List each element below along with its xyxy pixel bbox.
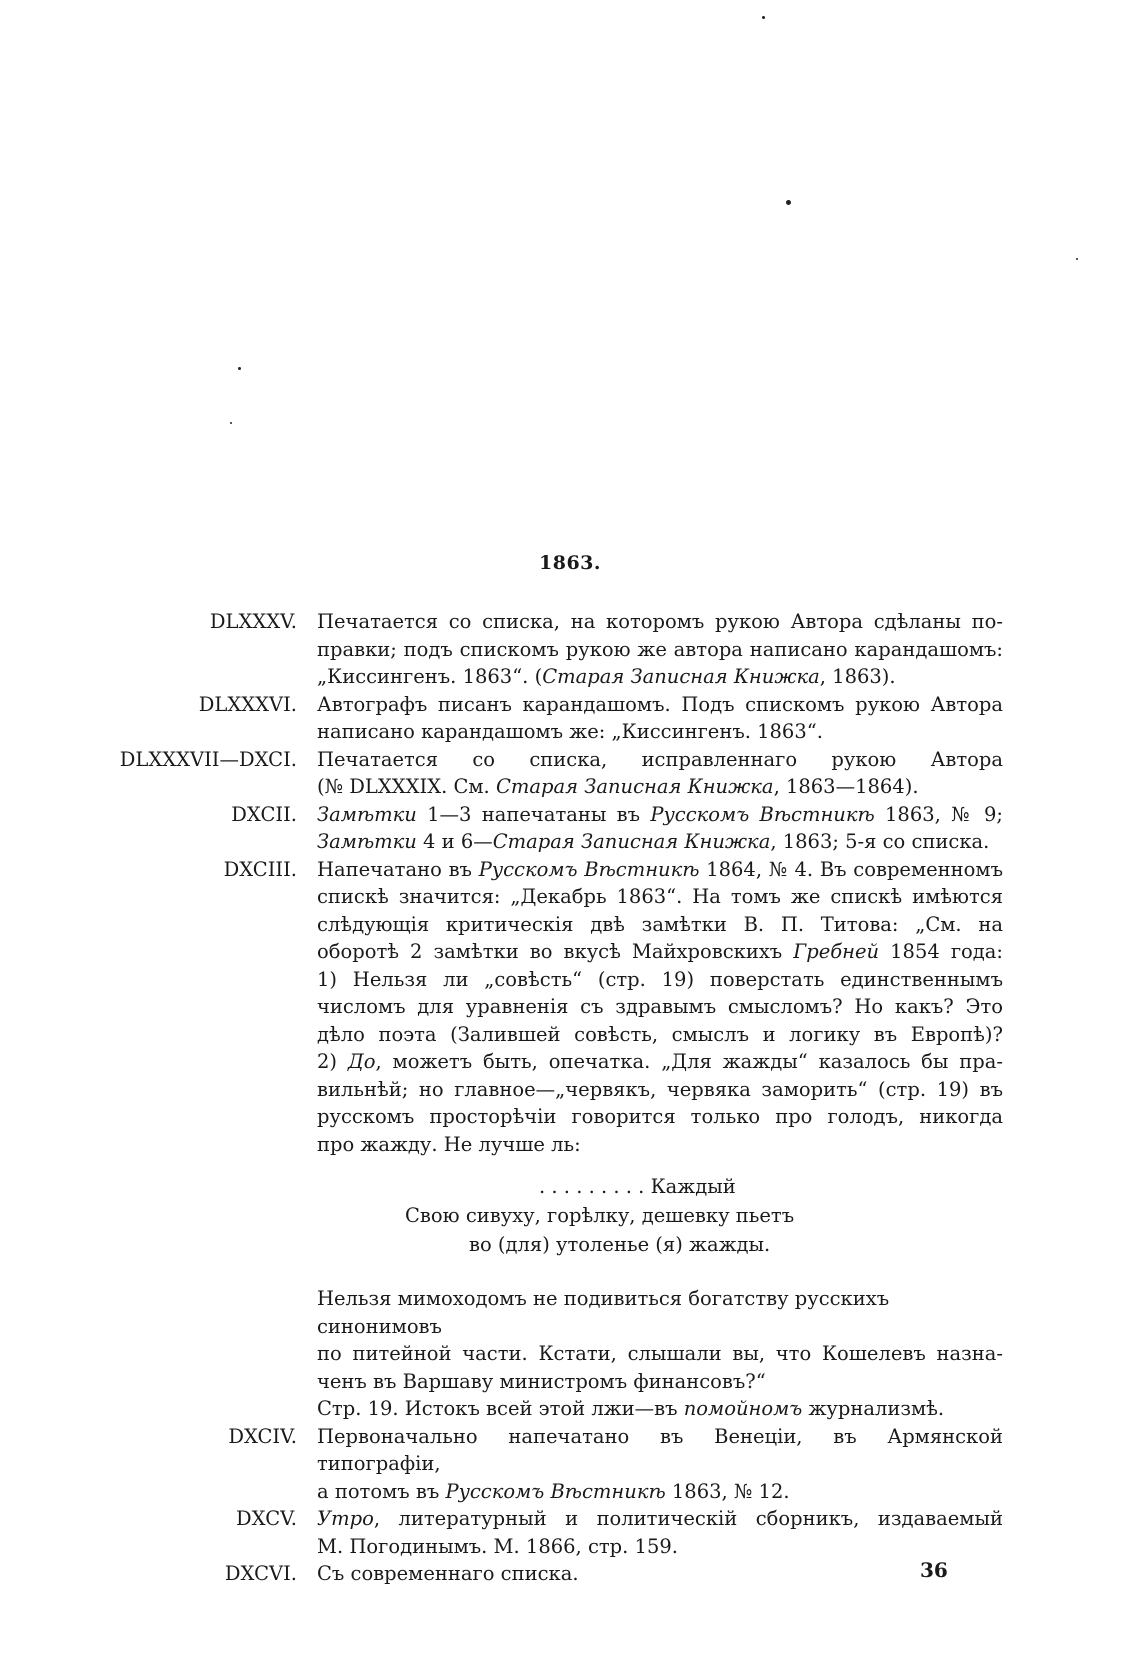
entry-dxciii-continuation: Нельзя мимоходомъ не подивиться богатству русскихъ синонимовъ по питейной части. Кстати, слышали вы, что Кошелевъ назна- ченъ въ Варшаву министромъ финансовъ?“ Стр. 19. Истокъ всей этой лжи—въ помойномъ журнализмѣ. (317, 1287, 1003, 1420)
print-speck (786, 200, 791, 205)
commentary-list (0, 608, 1140, 1588)
entry-number: DXCIII. (223, 857, 297, 881)
entry-text: Первоначально напечатано въ Венеціи, въ Армянской типографіи, а потомъ въ Русскомъ Вѣстникѣ 1863, № 12. (317, 1424, 1003, 1503)
print-speck (762, 16, 765, 19)
entry-number: DXCVI. (224, 1562, 297, 1585)
year-heading: 1863. (539, 552, 601, 574)
entry-number: DXCIV. (228, 1424, 297, 1448)
print-speck (238, 367, 241, 370)
print-speck (230, 422, 232, 424)
entry-number: DLXXXVI. (198, 692, 297, 716)
entry-dlxxxv (0, 608, 1140, 691)
entry-dxciii (0, 856, 1140, 1159)
entry-text: Напечатано въ Русскомъ Вѣстникѣ 1864, № 4. Въ современномъ спискѣ значится: „Декабрь 1863“. На томъ же спискѣ имѣются слѣдующія критическія двѣ замѣтки В. П. Титова: „См. на оборотѣ 2 замѣтки во вкусѣ Майхровскихъ Гребней 1854 года: 1) Нельзя ли „совѣсть“ (стр. 19) поверстать единственнымъ числомъ для уравненія съ здравымъ смысломъ? Но какъ? Это дѣло поэта (Залившей совѣсть, смыслъ и логику въ Европѣ)? 2) До, можетъ быть, опечатка. „Для жажды“ казалось бы пра- вильнѣй; но главное—„червякъ, червяка заморить“ (стр. 19) въ русскомъ просторѣчіи говорится только про голодъ, никогда про жажду. Не лучше ль: (317, 857, 1003, 1156)
entry-text: Автографъ писанъ карандашомъ. Подъ спискомъ рукою Автора написано карандашомъ же: „Киссингенъ. 1863“. (317, 692, 1003, 743)
entry-number: DLXXXV. (209, 610, 297, 633)
entry-dxcv (0, 1505, 1140, 1560)
entry-dlxxxvii-dxci (0, 746, 1140, 801)
entry-dxcvi (0, 1560, 1140, 1588)
entry-dxcii (0, 801, 1140, 856)
entry-dlxxxvi (0, 691, 1140, 746)
entry-number: DXCII. (231, 802, 297, 826)
entry-number: DLXXXVII—DXCI. (119, 747, 297, 771)
print-speck (1076, 258, 1078, 260)
entry-number: DXCV. (236, 1507, 297, 1530)
entry-text: Печатается со списка, исправленнаго рукою Автора (№ DLXXXIX. См. Старая Записная Книжка, 1863—1864). (317, 747, 1003, 798)
entry-text: Печатается со списка, на которомъ рукою Автора сдѣланы по- правки; подъ спискомъ рукою же автора написано карандашомъ: „Киссингенъ. 1863“. (Старая Записная Книжка, 1863). (317, 610, 1003, 688)
entry-text: Замѣтки 1—3 напечатаны въ Русскомъ Вѣстникѣ 1863, № 9; Замѣтки 4 и 6—Старая Записная Книжка, 1863; 5-я со списка. (317, 802, 1003, 853)
entry-dxciv (0, 1423, 1140, 1506)
entry-text: Утро, литературный и политическій сборникъ, издаваемый М. Погодинымъ. М. 1866, стр. 159. (317, 1507, 1003, 1558)
page-number: 36 (920, 1558, 948, 1582)
quoted-verse: . . . . . . . . . Каждый Свою сивуху, горѣлку, дешевку пьетъ во (для) утоленье (я) жажды. (405, 1175, 795, 1256)
entry-text: Съ современнаго списка. (317, 1562, 579, 1585)
